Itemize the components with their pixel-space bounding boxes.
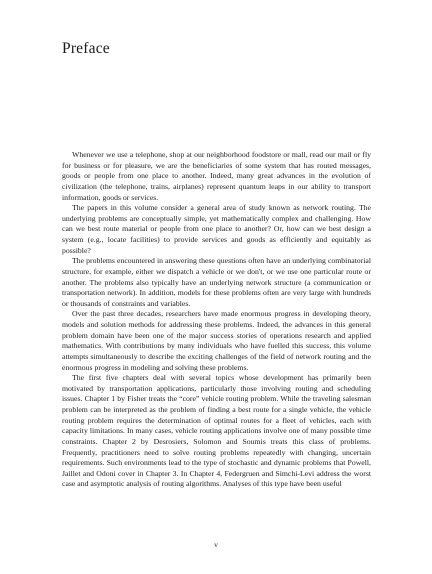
paragraph: The papers in this volume consider a general area of study known as network routing. The underlying problems are conceptually simple, yet mathematically complex and challenging. How can we best route material or people from one place to another? Or, how can we best design a system (e.g., locate facilities) to provide services and goods as efficiently and equitably as possible? <box>62 203 371 255</box>
body-text <box>62 150 371 490</box>
paragraph: The first five chapters deal with several topics whose development has primarily been motivated by transportation applications, particularly those involving routing and scheduling issues. Chapter 1 by Fisher treats the “core” vehicle routing problem. While the traveling salesman problem can be interpreted as the problem of finding a best route for a single vehicle, the vehicle routing problem requires the determination of optimal routes for a fleet of vehicles, each with capacity limitations. In many cases, vehicle routing applications involve one of many possible time constraints. Chapter 2 by Desrosiers, Solomon and Soumis treats this class of problems. Frequently, practitioners need to solve routing problems repeatedly with changing, uncertain requirements. Such environments lead to the type of stochastic and dynamic problems that Powell, Jaillet and Odoni cover in Chapter 3. In Chapter 4, Federgruen and Simchi-Levi address the worst case and asymptotic analysis of routing algorithms. Analyses of this type have been useful <box>62 373 371 489</box>
paragraph: Whenever we use a telephone, shop at our neighborhood foodstore or mall, read our mail or fly for business or for pleasure, we are the beneficiaries of some system that has routed messages, goods or people from one place to another. Indeed, many great advances in the evolution of civilization (the telephone, trains, airplanes) represent quantum leaps in our ability to transport information, goods or services. <box>62 150 371 202</box>
paragraph: Over the past three decades, researchers have made enormous progress in developing theory, models and solution methods for addressing these problems. Indeed, the advances in this general problem domain have been one of the major success stories of operations research and applied mathematics. With contributions by many individuals who have fuelled this success, this volume attempts simultaneously to describe the exciting challenges of the field of network routing and the enormous progress in modeling and solving these problems. <box>62 309 371 372</box>
paragraph: The problems encountered in answering these questions often have an underlying combinatorial structure, for example, either we dispatch a vehicle or we don't, or we use one particular route or another. The problems also typically have an underlying network structure (a communication or transportation network). In addition, models for these problems often are very large with hundreds or thousands of constraints and variables. <box>62 256 371 308</box>
page-number: v <box>214 540 218 549</box>
page-title: Preface <box>62 40 110 57</box>
